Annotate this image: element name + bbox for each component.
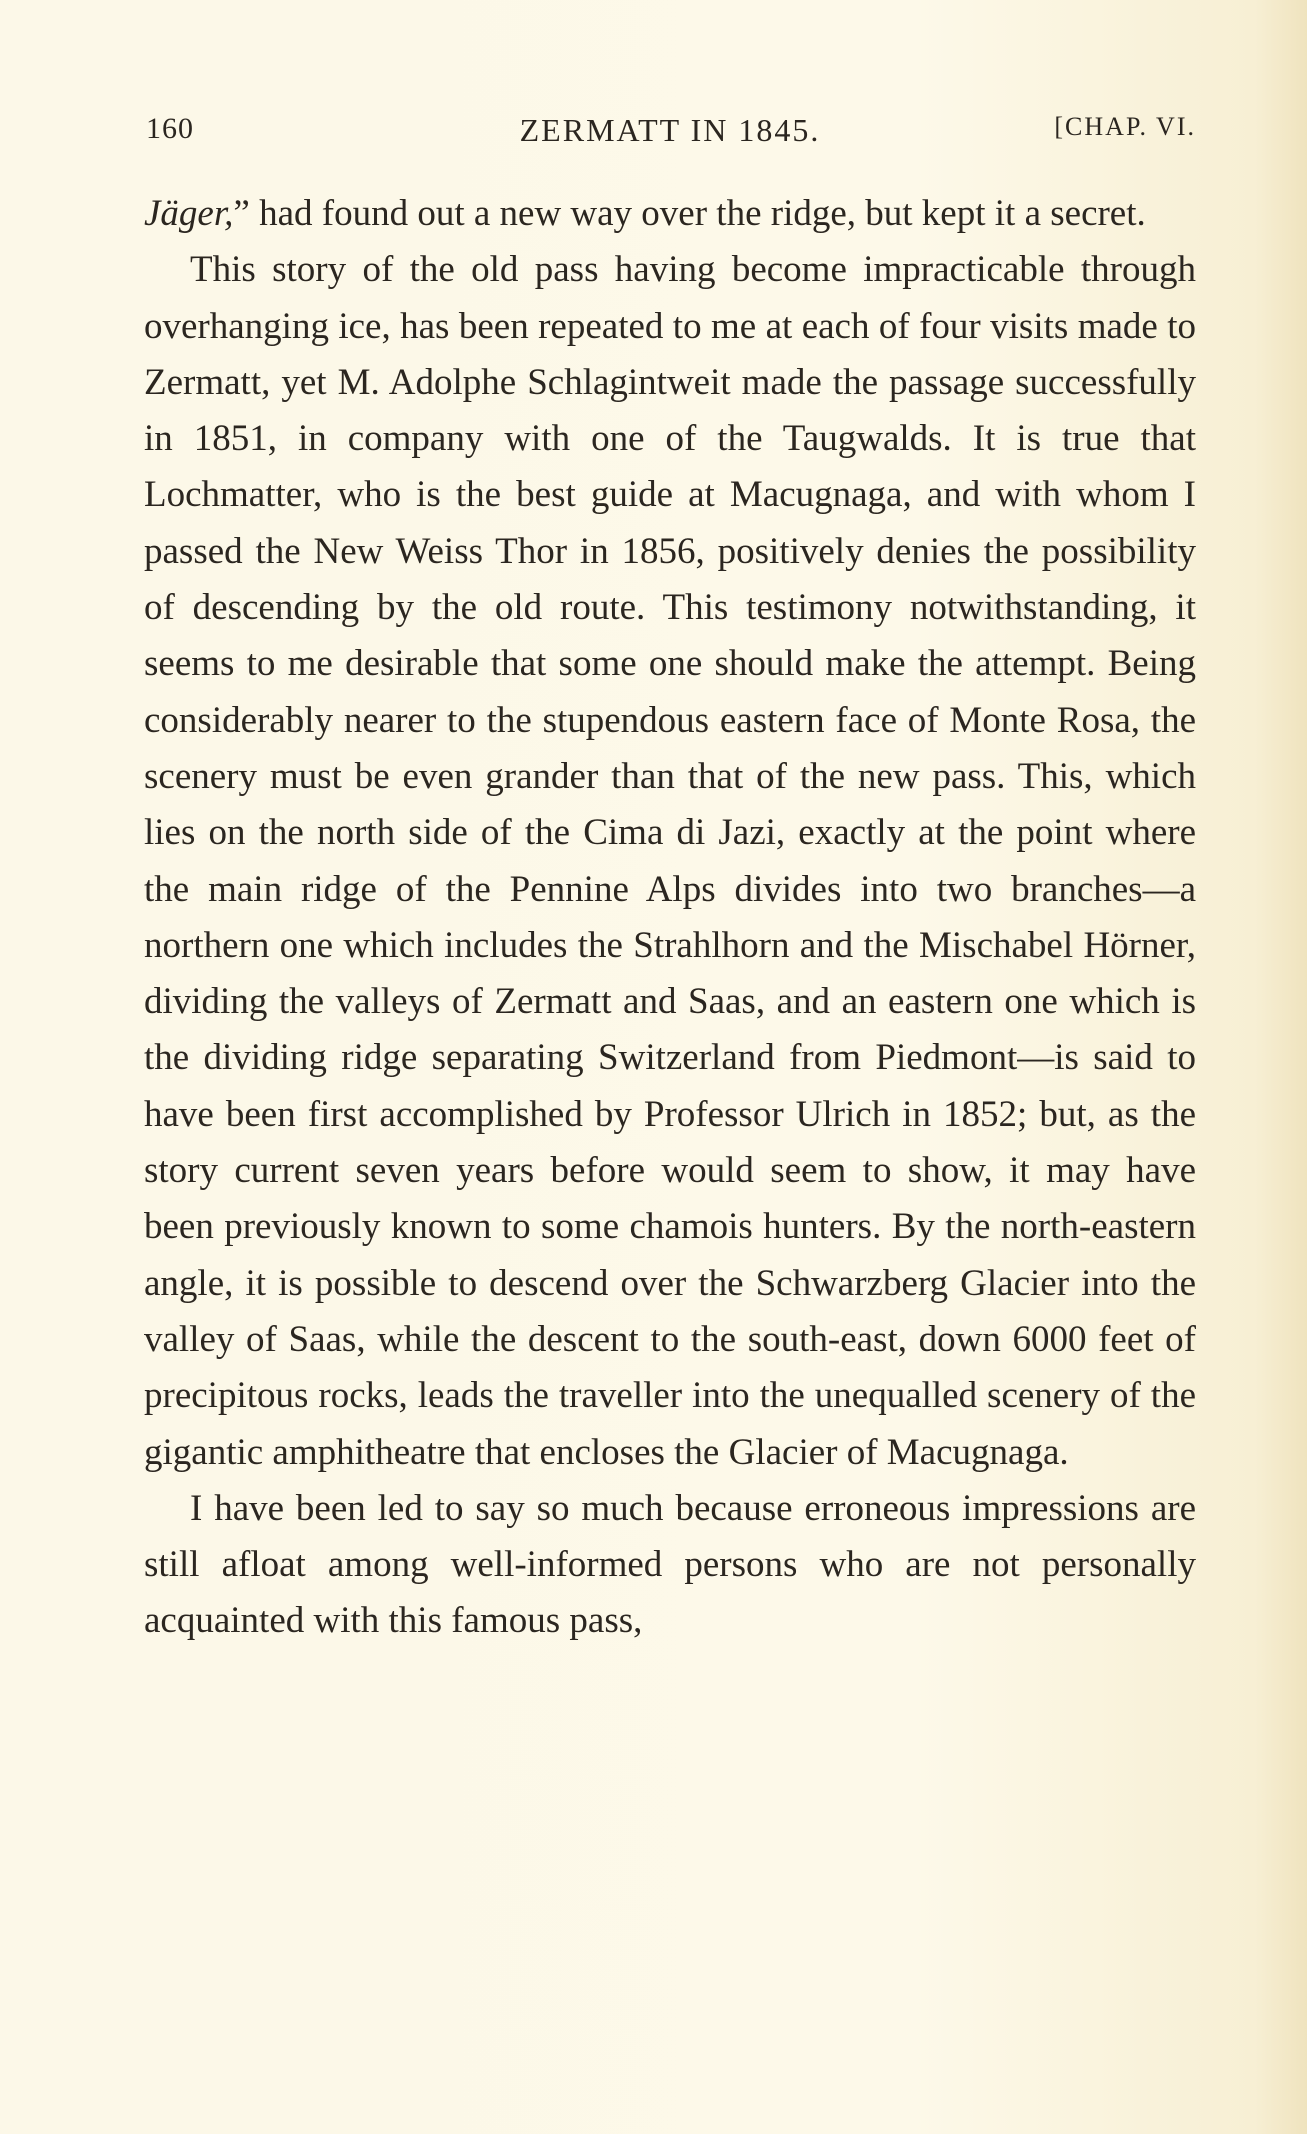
paragraph-text: ” had found out a new way over the ridge, but kept it a secret.	[233, 193, 1146, 234]
paragraph: I have been led to say so much because erroneous impressions are still afloat among well-informed persons who are not personally acquainted with this famous pass,	[144, 1487, 1196, 1642]
paragraph-continued	[144, 186, 1196, 242]
running-title: ZERMATT IN 1845.	[519, 112, 821, 148]
page-number: 160	[146, 112, 194, 145]
running-head	[144, 112, 1196, 160]
paragraph: This story of the old pass having become impracticable through overhanging ice, has been repeated to me at each of four visits made to Zermatt, yet M. Adolphe Schlagintweit made the passage successfully in 1851, in company with one of the Taugwalds. It is true that Lochmatter, who is the best guide at Macugnaga, and with whom I passed the New Weiss Thor in 1856, positively denies the possibility of descending by the old route. This testimony notwithstanding, it seems to me desirable that some one should make the attempt. Being considerably nearer to the stupendous eastern face of Monte Rosa, the scenery must be even grander than that of the new pass. This, which lies on the north side of the Cima di Jazi, exactly at the point where the main ridge of the Pennine Alps divides into two branches—a northern one which includes the Strahlhorn and the Mischabel Hörner, dividing the valleys of Zermatt and Saas, and an eastern one which is the dividing ridge separating Switzerland from Piedmont—is said to have been first accomplished by Professor Ulrich in 1852; but, as the story current seven years before would seem to show, it may have been previously known to some chamois hunters. By the north-eastern angle, it is possible to descend over the Schwarzberg Glacier into the valley of Saas, while the descent to the south-east, down 6000 feet of precipitous rocks, leads the traveller into the unequalled scenery of the gigantic amphitheatre that encloses the Glacier of Macugnaga.	[144, 249, 1196, 1473]
chapter-reference: [CHAP. VI.	[1054, 112, 1196, 141]
body-text	[144, 186, 1196, 1650]
italic-word: Jäger,	[144, 193, 234, 234]
